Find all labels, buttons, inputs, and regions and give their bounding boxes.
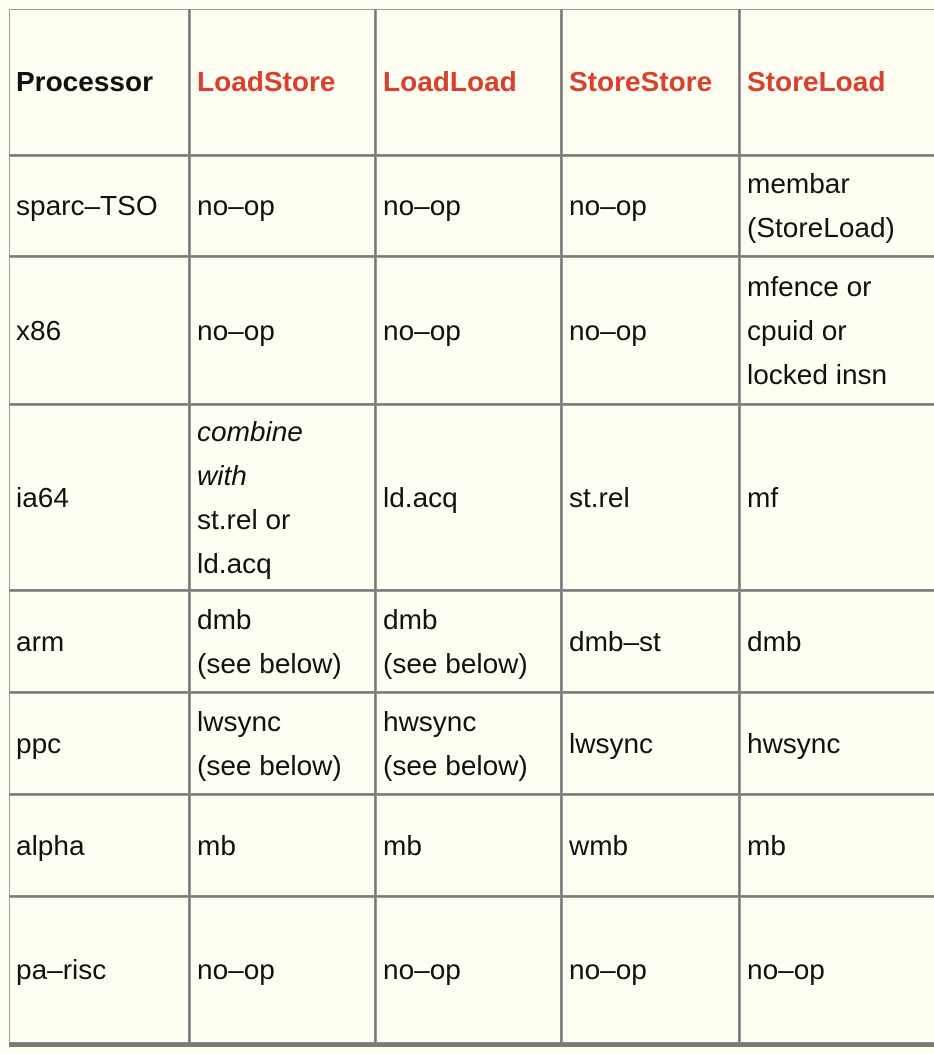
cell-text: dmb xyxy=(747,625,802,657)
table-cell xyxy=(562,405,739,590)
cell-text: mb xyxy=(383,829,422,861)
table-row-alpha-processor xyxy=(9,795,189,896)
cell-text: hwsync xyxy=(747,727,841,759)
table-cell xyxy=(562,897,739,1043)
table-cell xyxy=(376,257,561,404)
table-cell xyxy=(562,795,739,896)
table-cell xyxy=(376,591,561,692)
cell-text: (see below) xyxy=(383,647,528,679)
cell-text: (see below) xyxy=(197,647,342,679)
header-loadload xyxy=(376,9,561,155)
cell-text: no–op xyxy=(383,314,461,346)
header-processor xyxy=(9,9,189,155)
cell-text: cpuid or xyxy=(747,314,847,346)
cell-text: no–op xyxy=(383,954,461,985)
header-loadload-label: LoadLoad xyxy=(383,66,517,97)
table-cell xyxy=(376,693,561,794)
table-cell xyxy=(190,693,375,794)
cell-text: alpha xyxy=(16,829,85,861)
table-row-arm-processor xyxy=(9,591,189,692)
table-cell xyxy=(376,897,561,1043)
cell-text: lwsync xyxy=(197,705,282,737)
cell-text: (StoreLoad) xyxy=(747,212,895,243)
cell-text: mf xyxy=(747,481,779,513)
table-cell xyxy=(740,795,934,896)
cell-text: st.rel or xyxy=(197,503,291,535)
header-loadstore xyxy=(190,9,375,155)
cell-text: lwsync xyxy=(569,727,654,759)
cell-text: no–op xyxy=(747,954,825,985)
cell-text: with xyxy=(197,459,247,491)
cell-text: combine xyxy=(197,415,303,447)
table-cell xyxy=(740,897,934,1043)
cell-text: (see below) xyxy=(197,749,342,781)
table-row-ia64-processor xyxy=(9,405,189,590)
table-cell xyxy=(562,693,739,794)
cell-text: mfence or xyxy=(747,270,872,302)
table-cell xyxy=(562,156,739,256)
header-storestore-label: StoreStore xyxy=(569,66,713,97)
table-cell xyxy=(562,257,739,404)
table-cell xyxy=(376,156,561,256)
table-row-x86-processor xyxy=(9,257,189,404)
cell-text: ld.acq xyxy=(197,547,272,579)
table-cell xyxy=(190,897,375,1043)
cell-text: no–op xyxy=(569,314,647,346)
table-row-ppc-processor xyxy=(9,693,189,794)
table-cell xyxy=(190,591,375,692)
cell-text: ppc xyxy=(16,727,62,759)
cell-text: (see below) xyxy=(383,749,528,781)
cell-text: sparc–TSO xyxy=(16,190,158,221)
table-cell xyxy=(562,591,739,692)
cell-text: dmb xyxy=(197,603,252,635)
cell-text: st.rel xyxy=(569,481,630,513)
table-cell xyxy=(740,693,934,794)
table-cell xyxy=(190,795,375,896)
cell-text: membar xyxy=(747,168,850,199)
header-processor-label: Processor xyxy=(16,66,153,97)
cell-text: arm xyxy=(16,625,65,657)
cell-text: mb xyxy=(747,829,786,861)
cell-text: dmb xyxy=(383,603,438,635)
table-cell xyxy=(740,257,934,404)
table-cell xyxy=(740,405,934,590)
memory-barrier-table xyxy=(9,9,934,1047)
cell-text: no–op xyxy=(197,954,275,985)
cell-text: dmb–st xyxy=(569,625,661,657)
table-row-parisc-processor xyxy=(9,897,189,1043)
table-cell xyxy=(740,591,934,692)
table-cell xyxy=(190,257,375,404)
cell-text: no–op xyxy=(197,314,275,346)
table-row-sparc-processor xyxy=(9,156,189,256)
header-loadstore-label: LoadStore xyxy=(197,66,336,97)
table-cell xyxy=(376,405,561,590)
cell-text: pa–risc xyxy=(16,954,107,985)
cell-text: wmb xyxy=(569,829,629,861)
table-cell xyxy=(376,795,561,896)
cell-text: x86 xyxy=(16,314,62,346)
cell-text: no–op xyxy=(569,190,647,221)
cell-text: no–op xyxy=(569,954,647,985)
table-cell xyxy=(190,405,375,590)
header-storeload xyxy=(740,9,934,155)
cell-text: hwsync xyxy=(383,705,477,737)
header-storestore xyxy=(562,9,739,155)
cell-text: locked insn xyxy=(747,358,888,390)
cell-text: mb xyxy=(197,829,236,861)
table-cell xyxy=(190,156,375,256)
cell-text: no–op xyxy=(383,190,461,221)
header-storeload-label: StoreLoad xyxy=(747,66,886,97)
cell-text: ld.acq xyxy=(383,481,458,513)
table-cell xyxy=(740,156,934,256)
cell-text: no–op xyxy=(197,190,275,221)
cell-text: ia64 xyxy=(16,481,69,513)
